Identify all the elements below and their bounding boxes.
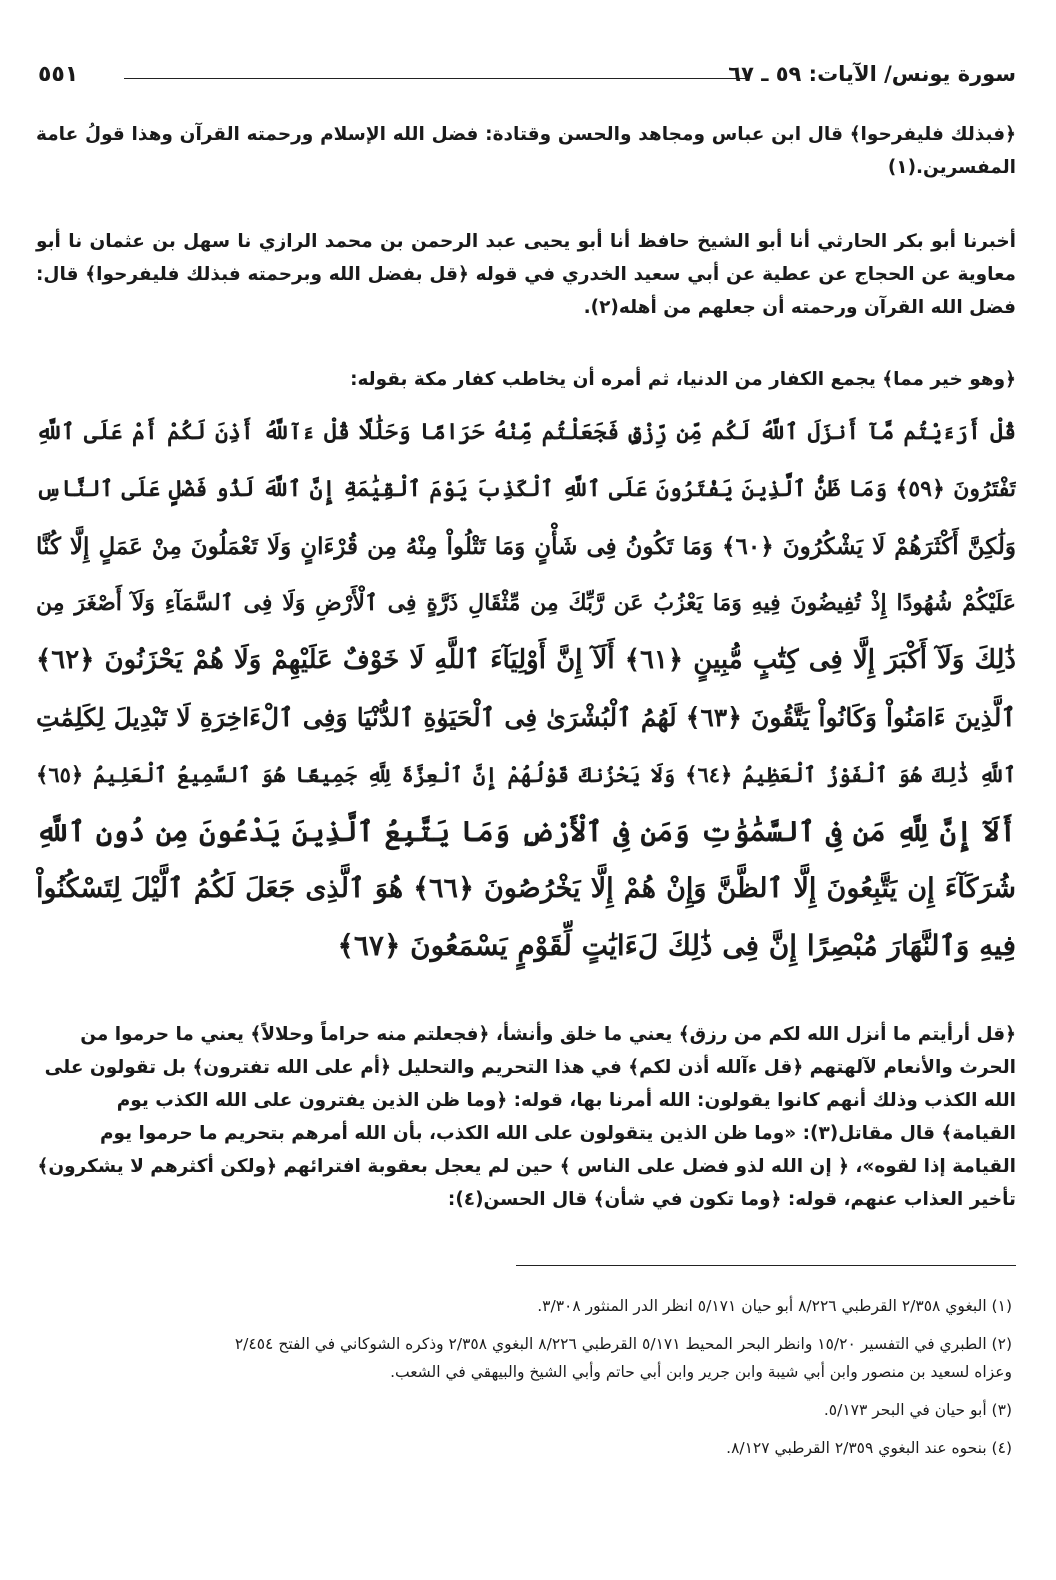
paragraph-2 — [36, 225, 1016, 324]
header-rule — [124, 78, 746, 79]
quran-line: وَلَٰكِنَّ أَكْثَرَهُمْ لَا يَشْكُرُونَ ﴿٦٠﴾ وَمَا تَكُونُ فِى شَأْنٍ وَمَا تَتْلُواْ مِنْهُ مِن قُرْءَانٍ وَلَا تَعْمَلُونَ مِنْ عَمَلٍ إِلَّا كُنَّا — [36, 533, 1016, 560]
quran-line: أَلَآ إِنَّ لِلَّهِ مَن فِى ٱلسَّمَٰوَٰتِ وَمَن فِى ٱلْأَرْضِ وَمَا يَتَّبِعُ ٱلَّذِينَ يَدْعُونَ مِن دُونِ ٱللَّهِ — [36, 815, 1016, 848]
footnote-2: (٢) الطبري في التفسير ١٥/٢٠ وانظر البحر المحيط ٥/١٧١ القرطبي ٨/٢٢٦ البغوي ٢/٣٥٨ وذكره الشوكاني في الفتح ٢/٤٥٤ — [234, 1335, 1012, 1353]
footnotes — [40, 1292, 1012, 1472]
tafsir-text: ﴿قل أرأيتم ما أنزل الله لكم من رزق﴾ يعني ما خلق وأنشأ، ﴿فجعلتم منه حراماً وحلالاً﴾ يعني ما حرموا من الحرث والأنعام لآلهتهم ﴿قل ءآلله أذن لكم﴾ في هذا التحريم والتحليل ﴿أم على الله تفترون﴾ بل تقولون على الله الكذب وذلك أنهم كانوا يقولون: الله أمرنا بها، قوله: ﴿وما ظن الذين يفترون على الله الكذب يوم القيامة﴾ قال مقاتل(٣): «وما ظن الذين يتقولون على الله الكذب، بأن الله أمرهم بتحريم ما حرموا يوم القيامة إذا لقوه»، ﴿ إن الله لذو فضل على الناس ﴾ حين لم يعجل بعقوبة افترائهم ﴿ولكن أكثرهم لا يشكرون﴾ تأخير العذاب عنهم، قوله: ﴿وما تكون في شأن﴾ قال الحسن(٤): — [37, 1024, 1016, 1210]
quran-line: فِيهِ وَٱلنَّهَارَ مُبْصِرًا إِنَّ فِى ذَٰلِكَ لَءَايَٰتٍ لِّقَوْمٍ يَسْمَعُونَ ﴿٦٧﴾ — [337, 929, 1016, 962]
footnote-separator — [516, 1265, 1016, 1266]
paragraph-text: ﴿وهو خير مما﴾ يجمع الكفار من الدنيا، ثم أمره أن يخاطب كفار مكة بقوله: — [350, 369, 1016, 390]
quran-line: شُرَكَآءَ إِن يَتَّبِعُونَ إِلَّا ٱلظَّنَّ وَإِنْ هُمْ إِلَّا يَخْرُصُونَ ﴿٦٦﴾ هُوَ ٱلَّذِى جَعَلَ لَكُمُ ٱلَّيْلَ لِتَسْكُنُواْ — [36, 873, 1016, 904]
paragraph-text: ﴿فبذلك فليفرحوا﴾ قال ابن عباس ومجاهد والحسن وقتادة: فضل الله الإسلام ورحمته القرآن وهذا قولُ عامة المفسرين.(١) — [36, 124, 1016, 178]
quran-verses-block — [36, 404, 1016, 974]
quran-line: تَفْتَرُونَ ﴿٥٩﴾ وَمَا ظَنُّ ٱلَّذِينَ يَفْتَرُونَ عَلَى ٱللَّهِ ٱلْكَذِبَ يَوْمَ ٱلْقِيَٰمَةِ إِنَّ ٱللَّهَ لَذُو فَضْلٍ عَلَى ٱلنَّاسِ — [36, 476, 1016, 502]
paragraph-3 — [36, 363, 1016, 396]
surah-title: سورة يونس/ الآيات: ٥٩ ـ ٦٧ — [728, 62, 1016, 86]
paragraph-text: أخبرنا أبو بكر الحارثي أنا أبو الشيخ حافظ أنا أبو يحيى عبد الرحمن بن محمد الرازي نا سهل بن عثمان نا أبو معاوية عن الحجاج عن عطية عن أبي سعيد الخدري في قوله ﴿قل بفضل الله وبرحمته فبذلك فليفرحوا﴾ قال: فضل الله القرآن ورحمته أن جعلهم من أهله(٢). — [36, 231, 1016, 318]
quran-line: ذَٰلِكَ وَلَآ أَكْبَرَ إِلَّا فِى كِتَٰبٍ مُّبِينٍ ﴿٦١﴾ أَلَآ إِنَّ أَوْلِيَآءَ ٱللَّهِ لَا خَوْفٌ عَلَيْهِمْ وَلَا هُمْ يَحْزَنُونَ ﴿٦٢﴾ — [36, 645, 1016, 675]
page-header — [38, 60, 1016, 96]
quran-line: ٱلَّذِينَ ءَامَنُواْ وَكَانُواْ يَتَّقُونَ ﴿٦٣﴾ لَهُمُ ٱلْبُشْرَىٰ فِى ٱلْحَيَوٰةِ ٱلدُّنْيَا وَفِى ٱلْءَاخِرَةِ لَا تَبْدِيلَ لِكَلِمَٰتِ — [36, 703, 1016, 732]
footnote-4: (٤) بنحوه عند البغوي ٢/٣٥٩ القرطبي ٨/١٢٧. — [726, 1439, 1012, 1457]
footnote-2-continued: وعزاه لسعيد بن منصور وابن أبي شيبة وابن جرير وابن أبي حاتم وأبي الشيخ والبيهقي في الشعب. — [390, 1363, 1012, 1381]
tafsir-commentary — [36, 1018, 1016, 1216]
quran-line: عَلَيْكُمْ شُهُودًا إِذْ تُفِيضُونَ فِيهِ وَمَا يَعْزُبُ عَن رَّبِّكَ مِن مِّثْقَالِ ذَرَّةٍ فِى ٱلْأَرْضِ وَلَا فِى ٱلسَّمَآءِ وَلَآ أَصْغَرَ مِن — [36, 590, 1016, 616]
quran-line: ٱللَّهِ ذَٰلِكَ هُوَ ٱلْفَوْزُ ٱلْعَظِيمُ ﴿٦٤﴾ وَلَا يَحْزُنكَ قَوْلُهُمْ إِنَّ ٱلْعِزَّةَ لِلَّهِ جَمِيعًا هُوَ ٱلسَّمِيعُ ٱلْعَلِيمُ ﴿٦٥﴾ — [36, 762, 1016, 787]
quran-line: قُلْ أَرَءَيْتُم مَّآ أَنزَلَ ٱللَّهُ لَكُم مِّن رِّزْقٍ فَجَعَلْتُم مِّنْهُ حَرَامًا وَحَلَٰلًا قُلْ ءَآللَّهُ أَذِنَ لَكُمْ أَمْ عَلَى ٱللَّهِ — [36, 419, 1016, 445]
paragraph-1 — [36, 118, 1016, 184]
footnote-3: (٣) أبو حيان في البحر ٥/١٧٣. — [823, 1401, 1012, 1419]
footnote-1: (١) البغوي ٢/٣٥٨ القرطبي ٨/٢٢٦ أبو حيان ٥/١٧١ انظر الدر المنثور ٣/٣٠٨. — [537, 1297, 1012, 1315]
page-number: ٥٥١ — [38, 62, 79, 87]
